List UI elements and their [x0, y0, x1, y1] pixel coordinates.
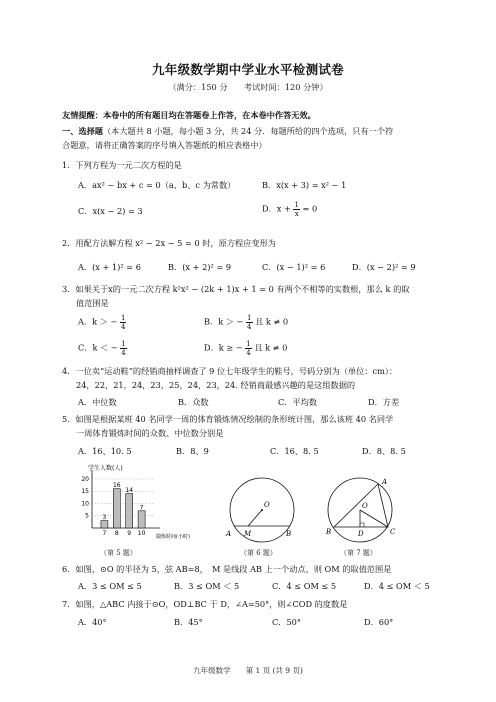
q3-c-num: 1	[121, 340, 126, 348]
page-footer: 九年级数学 第 1 页 (共 9 页)	[193, 666, 303, 675]
fig5-caption: （第 5 题）	[100, 549, 137, 557]
tip-text: 友情提醒：本卷中的所有题目均在答题卷上作答，在本卷中作答无效。	[62, 110, 316, 120]
chart-x-tick-label: 7	[102, 530, 107, 537]
label-o: O	[264, 501, 270, 509]
q5-option-d: D．8、8. 5	[362, 446, 406, 456]
q3-d-den: 4	[246, 349, 251, 357]
q7-stem: 7．如图，△ABC 内接于⊙O，OD⊥BC 于 D，∠A=50°，则∠COD 的度数是	[62, 599, 348, 609]
chart-x-tick-label: 9	[127, 530, 132, 537]
chart-y-label: 学生人数(人)	[88, 465, 123, 472]
triangle-abc	[334, 484, 388, 527]
q3-b-den: 4	[247, 323, 252, 331]
q1-d-fraction	[293, 201, 299, 218]
q6-option-a: A．3 ≤ OM ≤ 5	[78, 581, 142, 591]
q3-a-num: 1	[120, 314, 126, 322]
label-a-7: A	[382, 478, 388, 486]
q3-b-post: 且 k ≠ 0	[255, 316, 289, 327]
section1-heading: 一、选择题	[62, 126, 103, 136]
chart-bar	[138, 511, 145, 528]
q6-stem: 6．如图，⊙O 的半径为 5，弦 AB=8， M 是线段 AB 上一个动点，则 OM 的取值范围是	[62, 564, 392, 574]
q3-stem-line1: 3．如果关于x的一元二次方程 k²x² − (2k + 1)x + 1 = 0 有两个不相等的实数根，那么 k 的取	[62, 284, 410, 294]
center-o	[261, 509, 263, 511]
section1-desc-line1: （本大题共 8 小题，每小题 3 分，共 24 分．每题所给的四个选项，只有一个符	[102, 126, 394, 136]
chart-axes	[81, 470, 160, 528]
label-b-7: B	[326, 528, 332, 536]
q4-option-c: C．平均数	[278, 397, 318, 407]
q4-option-b: B．众数	[178, 397, 209, 407]
q3-d-pre: D．k ≥ −	[204, 342, 243, 353]
q2-option-d: D．(x − 2)² = 9	[352, 262, 416, 272]
q3-a-fraction	[120, 314, 126, 331]
q5-option-c: C．16、8. 5	[270, 446, 319, 456]
inscribed-triangle-figure	[322, 474, 402, 546]
q6-option-b: B．3 ≤ OM ＜ 5	[174, 581, 240, 591]
q3-c-fraction	[120, 340, 126, 357]
q5-option-b: B．8、9	[176, 446, 209, 456]
chart-y-tick-label: 15	[81, 488, 89, 496]
label-a: A	[226, 530, 232, 538]
chart-x-label: 锻炼时间(小时)	[156, 534, 190, 540]
q3-c-den: 4	[121, 349, 126, 357]
q4-stem-line2: 24，22，21，24，23，25，24，23，24. 经销商最感兴趣的是这组数据的	[76, 380, 356, 390]
label-o-7: O	[362, 502, 368, 510]
label-c-7: C	[390, 528, 396, 536]
q3-option-d	[204, 340, 287, 357]
q3-stem-line2: 值范围是	[76, 298, 109, 308]
segment-om	[248, 510, 262, 526]
chart-x-tick-label: 8	[114, 530, 119, 537]
section1-desc	[62, 126, 393, 137]
q1-d-post: = 0	[302, 203, 318, 214]
fig6-caption: （第 6 题）	[240, 549, 277, 557]
fig7-caption: （第 7 题）	[340, 549, 377, 557]
q1-option-d	[262, 201, 317, 218]
q3-d-fraction	[245, 340, 251, 357]
q3-option-b	[204, 314, 288, 331]
q7-option-b: B．45°	[174, 617, 203, 627]
q1-option-c: C．x(x − 2) = 3	[78, 206, 143, 216]
q3-a-den: 4	[120, 323, 126, 331]
q3-d-num: 1	[246, 340, 251, 348]
q2-option-b: B．(x + 2)² = 9	[168, 262, 232, 272]
q3-a-pre: A．k ＞ −	[78, 316, 118, 327]
q3-b-fraction	[246, 314, 252, 331]
exercise-bar-chart	[78, 462, 208, 544]
q1-d-num: 1	[294, 201, 299, 209]
chart-bar	[101, 521, 108, 528]
chart-y-tick-label: 10	[81, 500, 89, 508]
chart-data-label: 14	[125, 487, 134, 495]
q3-d-post: 且 k ≠ 0	[254, 342, 288, 353]
q2-stem: 2．用配方法解方程 x² − 2x − 5 = 0 时，原方程应变形为	[62, 238, 276, 248]
chart-bar	[113, 489, 120, 528]
q3-b-pre: B．k ＞ −	[204, 316, 244, 327]
label-d-7: D	[358, 530, 364, 538]
section1-desc-line2: 合题意，请将正确答案的序号填入答题纸的相应表格中）	[62, 140, 267, 150]
chart-bars	[101, 482, 146, 537]
q1-d-pre: D．x +	[262, 203, 291, 214]
exam-info: （满分：150 分 考试时间：120 分钟）	[168, 82, 328, 92]
chart-x-tick-label: 10	[137, 530, 146, 537]
chart-y-tick-label: 5	[85, 512, 89, 520]
q1-d-den: x	[294, 210, 299, 218]
q1-option-a: A．ax² − bx + c = 0（a、b、c 为常数）	[78, 180, 236, 190]
q4-option-a: A．中位数	[78, 397, 117, 407]
chart-data-label: 16	[112, 482, 121, 490]
q5-option-a: A．16、10. 5	[78, 446, 132, 456]
right-angle-mark	[360, 523, 364, 527]
q4-stem-line1: 4．一位卖“运动鞋”的经销商抽样调查了 9 位七年级学生的鞋号，号码分别为（单位：cm）：	[62, 366, 398, 376]
q7-option-c: C．50°	[272, 617, 301, 627]
q7-option-d: D．60°	[364, 617, 394, 627]
circle-chord-figure	[222, 474, 302, 546]
q2-option-c: C．(x − 1)² = 6	[262, 262, 326, 272]
q3-b-num: 1	[247, 314, 252, 322]
chart-data-label: 3	[102, 514, 107, 522]
page-title: 九年级数学期中学业水平检测试卷	[151, 62, 344, 77]
q7-option-a: A．40°	[78, 617, 107, 627]
q3-option-c	[78, 340, 127, 357]
label-m: M	[244, 530, 252, 538]
label-b: B	[286, 530, 292, 538]
q3-c-pre: C．k ＜ −	[78, 342, 118, 353]
q6-option-c: C．4 ≤ OM ≤ 5	[272, 581, 337, 591]
chart-bar	[126, 494, 133, 528]
q4-option-d: D．方差	[368, 397, 400, 407]
chart-data-label: 7	[139, 504, 144, 512]
q1-option-b: B．x(x + 3) = x² − 1	[262, 180, 347, 190]
q3-option-a	[78, 314, 126, 331]
q1-stem: 1．下列方程为一元二次方程的是	[62, 160, 182, 170]
q6-option-d: D．4 ≤ OM ＜ 5	[364, 581, 430, 591]
q5-stem-line2: 一周体育锻炼时间的众数、中位数分别是	[76, 428, 224, 438]
q2-option-a: A．(x + 1)² = 6	[78, 262, 141, 272]
chart-y-tick-label: 20	[81, 475, 89, 483]
q5-stem-line1: 5．如图是根据某班 40 名同学一周的体育锻炼情况绘制的条形统计图，那么该班 40 名同学	[62, 414, 394, 424]
